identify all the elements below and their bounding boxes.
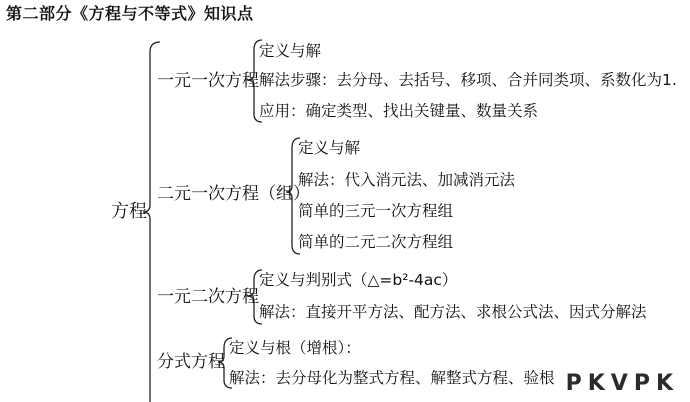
branch-item: 简单的三元一次方程组 [298, 202, 454, 220]
branch-label: 一元二次方程 [157, 287, 259, 307]
branch-item: 简单的二元二次方程组 [298, 233, 454, 251]
branch-item: 应用：确定类型、找出关键量、数量关系 [259, 102, 539, 120]
branch-item: 定义与判别式（△=b²-4ac） [259, 271, 458, 289]
branch-label: 一元一次方程 [157, 71, 259, 91]
branch-item: 解法：直接开平方法、配方法、求根公式法、因式分解法 [259, 303, 647, 321]
branch-label: 二元一次方程（组） [157, 184, 310, 204]
branch-item: 定义与解 [298, 139, 361, 157]
branch-item: 定义与根（增根）： [229, 339, 361, 357]
watermark-logo: PKVPK [563, 372, 682, 396]
branch-item: 解法：代入消元法、加减消元法 [298, 171, 516, 189]
branch-item: 定义与解 [259, 42, 322, 60]
branch-label: 分式方程 [157, 352, 225, 372]
branch-item: 解法步骤：去分母、去括号、移项、合并同类项、系数化为1. [259, 71, 677, 89]
root-node: 方程 [111, 201, 147, 222]
root-brace [143, 42, 160, 402]
branch-item: 解法：去分母化为整式方程、解整式方程、验根 [229, 369, 555, 387]
page-title: 第二部分《方程与不等式》知识点 [6, 4, 254, 23]
